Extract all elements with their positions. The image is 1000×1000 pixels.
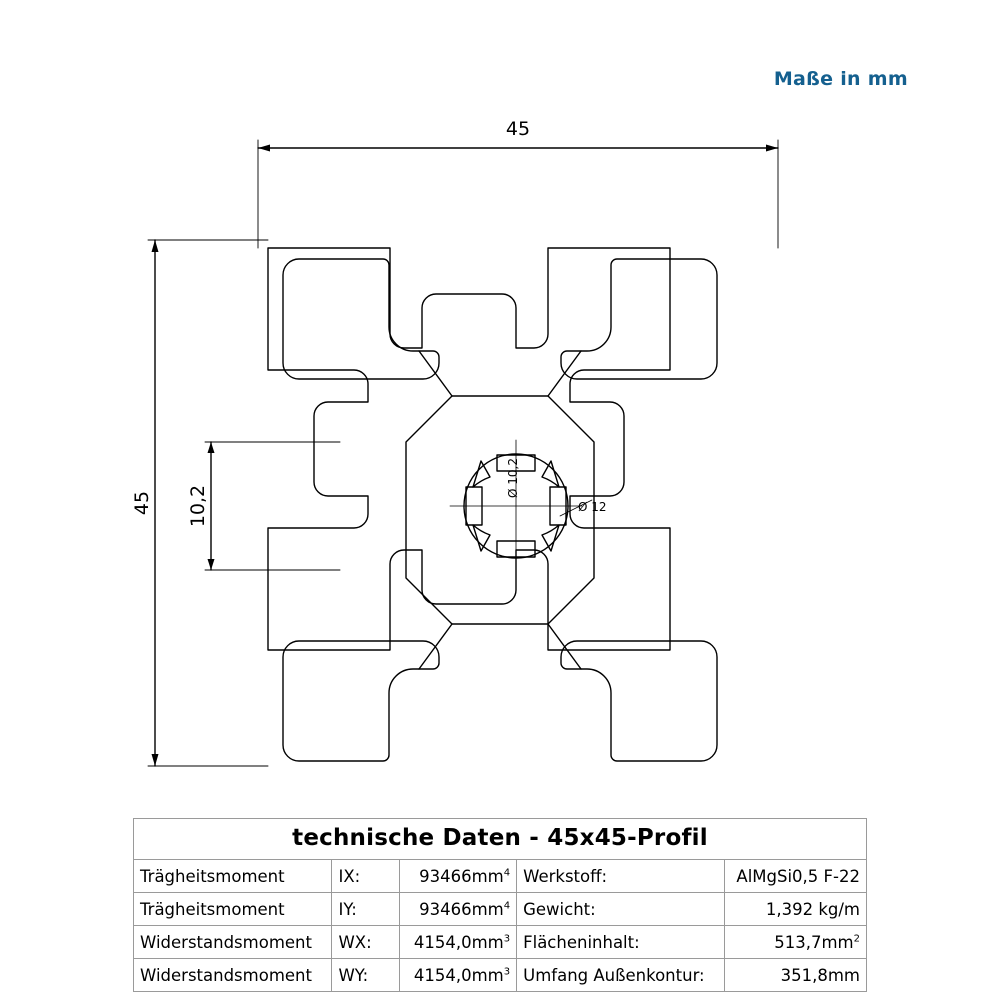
row-value-2-exponent: 2	[853, 933, 860, 944]
table-title-row	[134, 819, 867, 860]
row-symbol: IX:	[332, 860, 400, 893]
row-symbol: IY:	[332, 893, 400, 926]
table-title: technische Daten - 45x45-Profil	[134, 819, 867, 860]
dimension-core-outer-diameter: Ø 12	[578, 500, 607, 514]
row-value	[400, 959, 517, 992]
row-label-2: Umfang Außenkontur:	[517, 959, 725, 992]
row-value-2-text: 1,392 kg/m	[765, 899, 860, 919]
table-row	[134, 860, 867, 893]
row-symbol: WY:	[332, 959, 400, 992]
row-value-2	[725, 860, 867, 893]
dimension-left-45: 45	[131, 490, 153, 516]
row-value-exponent: 4	[503, 900, 511, 911]
row-value-exponent: 3	[503, 933, 511, 944]
row-value-text: 93466mm	[419, 866, 504, 886]
row-value-text: 4154,0mm	[413, 932, 504, 952]
table-row	[134, 959, 867, 992]
row-value-exponent: 4	[503, 867, 511, 878]
row-label: Trägheitsmoment	[134, 893, 332, 926]
technical-data-table	[133, 818, 867, 992]
table-row	[134, 893, 867, 926]
row-label-2: Werkstoff:	[517, 860, 725, 893]
row-label: Widerstandsmoment	[134, 959, 332, 992]
row-value	[400, 893, 517, 926]
row-symbol: WX:	[332, 926, 400, 959]
row-label-2: Flächeninhalt:	[517, 926, 725, 959]
row-value	[400, 926, 517, 959]
row-value-2-text: 351,8mm	[780, 965, 860, 985]
units-note: Maße in mm	[773, 68, 908, 90]
row-label-2: Gewicht:	[517, 893, 725, 926]
row-value-2-text: AlMgSi0,5 F-22	[736, 866, 860, 886]
row-value-2	[725, 959, 867, 992]
row-value	[400, 860, 517, 893]
row-label: Trägheitsmoment	[134, 860, 332, 893]
dimension-slot-width: 10,2	[187, 484, 209, 528]
row-value-2	[725, 893, 867, 926]
row-value-text: 93466mm	[419, 899, 504, 919]
row-value-text: 4154,0mm	[413, 965, 504, 985]
dimension-core-inner-diameter: Ø 10,2	[506, 458, 520, 498]
row-value-exponent: 3	[503, 966, 511, 977]
table-row	[134, 926, 867, 959]
row-value-2	[725, 926, 867, 959]
dimension-top-45: 45	[505, 118, 531, 140]
row-value-2-text: 513,7mm	[774, 932, 854, 952]
row-label: Widerstandsmoment	[134, 926, 332, 959]
